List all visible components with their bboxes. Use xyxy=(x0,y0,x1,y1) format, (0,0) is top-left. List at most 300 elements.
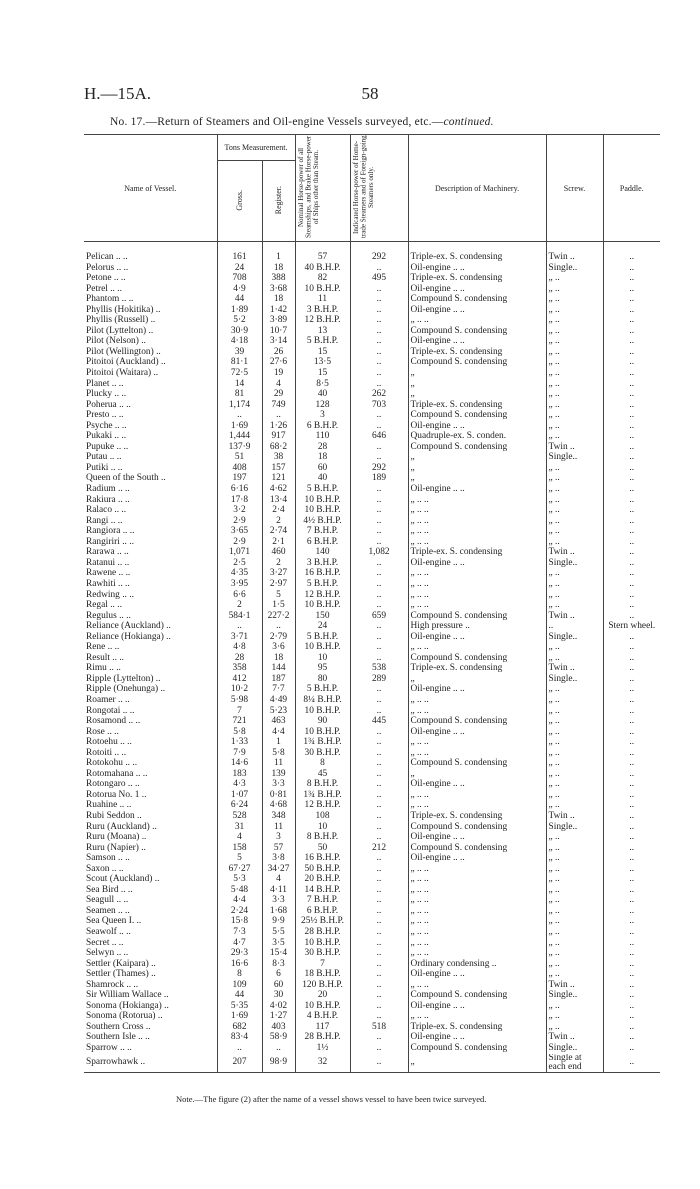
gross-tons-cell: 1·07 xyxy=(217,790,262,801)
register-tons-cell: 2 xyxy=(262,558,295,569)
indicated-hp-cell: .. xyxy=(350,579,408,590)
paddle-cell: .. xyxy=(603,758,660,769)
register-tons-cell: 30 xyxy=(262,990,295,1001)
vessel-name-cell: Rotokohu .. .. xyxy=(86,758,138,769)
vessel-name-cell: Southern Cross .. xyxy=(86,1021,151,1032)
vessel-name-cell: Samson .. .. xyxy=(86,853,130,864)
nominal-hp-cell: 140 xyxy=(295,547,350,558)
table-row xyxy=(84,916,660,927)
machinery-cell: Oil-engine .. .. xyxy=(408,684,546,695)
register-tons-cell: 8·3 xyxy=(262,959,295,970)
vessel-name-cell: Ripple (Lyttelton) .. xyxy=(86,673,161,684)
machinery-cell: Ordinary condensing .. xyxy=(408,959,546,970)
machinery-cell: „ .. .. xyxy=(408,980,546,991)
gross-tons-cell: 1·69 xyxy=(217,1011,262,1022)
register-tons-cell: 4·68 xyxy=(262,800,295,811)
register-tons-cell: 3·6 xyxy=(262,642,295,653)
table-row xyxy=(84,1043,660,1054)
indicated-hp-cell: .. xyxy=(350,1032,408,1043)
nominal-hp-cell: 5 B.H.P. xyxy=(295,684,350,695)
screw-cell: „ .. xyxy=(546,431,603,442)
indicated-hp-cell: .. xyxy=(350,779,408,790)
machinery-cell: „ xyxy=(408,379,546,390)
vessel-name-cell: Planet .. .. xyxy=(86,378,124,389)
screw-cell: „ .. xyxy=(546,653,603,664)
paddle-cell: Stern wheel. xyxy=(603,621,660,632)
vessel-name-cell: Southern Isle .. .. xyxy=(86,1032,150,1043)
vessel-name-cell: Rose .. .. xyxy=(86,726,119,737)
machinery-cell: Compound S. condensing xyxy=(408,653,546,664)
register-tons-cell: 7·7 xyxy=(262,684,295,695)
paddle-cell: .. xyxy=(603,716,660,727)
vessel-name-cell: Rubi Seddon .. xyxy=(86,810,142,821)
screw-cell: „ .. xyxy=(546,526,603,537)
vessel-name-cell: Rotongaro .. .. xyxy=(86,779,140,790)
gross-tons-cell: 4·7 xyxy=(217,938,262,949)
machinery-cell: „ .. .. xyxy=(408,1011,546,1022)
register-tons-cell: 38 xyxy=(262,452,295,463)
screw-cell: „ .. xyxy=(546,790,603,801)
register-tons-cell: 18 xyxy=(262,653,295,664)
paddle-cell: .. xyxy=(603,452,660,463)
indicated-hp-cell: .. xyxy=(350,1011,408,1022)
paddle-cell: .. xyxy=(603,980,660,991)
table-row xyxy=(84,284,660,295)
register-tons-cell: 348 xyxy=(262,811,295,822)
table-row xyxy=(84,706,660,717)
table-row xyxy=(84,843,660,854)
machinery-cell: High pressure .. xyxy=(408,621,546,632)
gross-tons-cell: 5·98 xyxy=(217,695,262,706)
indicated-hp-cell: 538 xyxy=(350,663,408,674)
gross-tons-cell: 2·24 xyxy=(217,906,262,917)
table-row xyxy=(84,853,660,864)
gross-tons-cell: 81 xyxy=(217,389,262,400)
register-tons-cell: 98·9 xyxy=(262,1054,295,1073)
register-tons-cell: 1·42 xyxy=(262,305,295,316)
table-row xyxy=(84,347,660,358)
register-tons-cell: 157 xyxy=(262,463,295,474)
register-tons-cell: 1 xyxy=(262,737,295,748)
machinery-cell: „ .. .. xyxy=(408,800,546,811)
register-tons-cell: 2·4 xyxy=(262,505,295,516)
paddle-cell: .. xyxy=(603,748,660,759)
vessel-name-cell: Sea Bird .. .. xyxy=(86,884,133,895)
gross-tons-cell: 528 xyxy=(217,811,262,822)
table-row xyxy=(84,906,660,917)
register-tons-cell: 1 xyxy=(262,252,295,263)
table-row xyxy=(84,568,660,579)
nominal-hp-cell: 3 xyxy=(295,410,350,421)
machinery-cell: Triple-ex. S. condensing xyxy=(408,663,546,674)
nominal-hp-cell: 30 B.H.P. xyxy=(295,748,350,759)
paddle-cell: .. xyxy=(603,695,660,706)
paddle-cell: .. xyxy=(603,294,660,305)
screw-cell: Twin .. xyxy=(546,1032,603,1043)
indicated-hp-cell: 189 xyxy=(350,473,408,484)
header-screw: Screw. xyxy=(546,135,603,242)
machinery-cell: „ .. .. xyxy=(408,906,546,917)
gross-tons-cell: 137·9 xyxy=(217,442,262,453)
screw-cell: „ .. xyxy=(546,600,603,611)
screw-cell: „ .. xyxy=(546,874,603,885)
screw-cell: Single.. xyxy=(546,990,603,1001)
table-row xyxy=(84,326,660,337)
table-row xyxy=(84,537,660,548)
indicated-hp-cell: .. xyxy=(350,959,408,970)
vessel-name-cell: Seawolf .. .. xyxy=(86,927,131,937)
paddle-cell: .. xyxy=(603,537,660,548)
register-tons-cell: 4·4 xyxy=(262,727,295,738)
gross-tons-cell: 2 xyxy=(217,600,262,611)
register-tons-cell: 121 xyxy=(262,473,295,484)
nominal-hp-cell: 1¾ B.H.P. xyxy=(295,737,350,748)
nominal-hp-cell: 3 B.H.P. xyxy=(295,305,350,316)
machinery-cell: „ .. .. xyxy=(408,706,546,717)
indicated-hp-cell: .. xyxy=(350,294,408,305)
screw-cell: Single.. xyxy=(546,558,603,569)
indicated-hp-cell: 703 xyxy=(350,400,408,411)
nominal-hp-cell: 57 xyxy=(295,252,350,263)
paddle-cell: .. xyxy=(603,790,660,801)
gross-tons-cell: 3·2 xyxy=(217,505,262,516)
vessel-name-cell: Scout (Auckland) .. xyxy=(86,874,160,885)
indicated-hp-cell: .. xyxy=(350,927,408,938)
paddle-cell: .. xyxy=(603,642,660,653)
table-row xyxy=(84,379,660,390)
register-tons-cell: 15·4 xyxy=(262,948,295,959)
indicated-hp-cell: .. xyxy=(350,853,408,864)
register-tons-cell: 1·27 xyxy=(262,1011,295,1022)
paddle-cell: .. xyxy=(603,663,660,674)
paddle-cell: .. xyxy=(603,990,660,1001)
screw-cell: „ .. xyxy=(546,516,603,527)
table-row xyxy=(84,980,660,991)
nominal-hp-cell: 80 xyxy=(295,674,350,685)
nominal-hp-cell: 28 B.H.P. xyxy=(295,1032,350,1043)
indicated-hp-cell: .. xyxy=(350,336,408,347)
paddle-cell: .. xyxy=(603,927,660,938)
gross-tons-cell: 5·3 xyxy=(217,874,262,885)
vessel-name-cell: Secret .. .. xyxy=(86,937,124,948)
indicated-hp-cell: .. xyxy=(350,906,408,917)
paddle-cell: .. xyxy=(603,1001,660,1012)
register-tons-cell: 3·27 xyxy=(262,568,295,579)
nominal-hp-cell: 40 xyxy=(295,473,350,484)
table-row xyxy=(84,368,660,379)
gross-tons-cell: 3·71 xyxy=(217,632,262,643)
indicated-hp-cell: .. xyxy=(350,811,408,822)
paddle-cell: .. xyxy=(603,505,660,516)
screw-cell: „ .. xyxy=(546,737,603,748)
nominal-hp-cell: 45 xyxy=(295,769,350,780)
screw-cell: „ .. xyxy=(546,948,603,959)
vessel-name-cell: Petrel .. .. xyxy=(86,283,122,294)
machinery-cell: „ xyxy=(408,769,546,780)
gross-tons-cell: 2·9 xyxy=(217,537,262,548)
vessel-name-cell: Ruru (Moana) .. xyxy=(86,832,147,843)
paddle-cell: .. xyxy=(603,938,660,949)
register-tons-cell: 144 xyxy=(262,663,295,674)
table-row xyxy=(84,969,660,980)
vessel-name-cell: Sea Queen I. .. xyxy=(86,916,142,927)
machinery-cell: Oil-engine .. .. xyxy=(408,727,546,738)
paddle-cell: .. xyxy=(603,568,660,579)
vessel-name-cell: Rotoiti .. .. xyxy=(86,747,127,758)
table-row xyxy=(84,1054,660,1073)
table-row xyxy=(84,611,660,622)
gross-tons-cell: 83·4 xyxy=(217,1032,262,1043)
machinery-cell: Triple-ex. S. condensing xyxy=(408,273,546,284)
indicated-hp-cell: 1,082 xyxy=(350,547,408,558)
table-row xyxy=(84,484,660,495)
machinery-cell: „ .. .. xyxy=(408,938,546,949)
vessel-name-cell: Pilot (Wellington) .. xyxy=(86,346,161,357)
screw-cell: „ .. xyxy=(546,379,603,390)
screw-cell: Twin .. xyxy=(546,547,603,558)
gross-tons-cell: 67·27 xyxy=(217,864,262,875)
indicated-hp-cell: .. xyxy=(350,357,408,368)
nominal-hp-cell: 10 B.H.P. xyxy=(295,1001,350,1012)
gross-tons-cell: 682 xyxy=(217,1022,262,1033)
machinery-cell: „ xyxy=(408,473,546,484)
paddle-cell: .. xyxy=(603,421,660,432)
table-row xyxy=(84,663,660,674)
table-row xyxy=(84,252,660,263)
vessel-name-cell: Pilot (Nelson) .. xyxy=(86,336,146,347)
machinery-cell: „ xyxy=(408,463,546,474)
machinery-cell: Compound S. condensing xyxy=(408,758,546,769)
gross-tons-cell: 197 xyxy=(217,473,262,484)
paddle-cell: .. xyxy=(603,684,660,695)
machinery-cell: „ xyxy=(408,389,546,400)
paddle-cell: .. xyxy=(603,526,660,537)
indicated-hp-cell: .. xyxy=(350,484,408,495)
table-row xyxy=(84,410,660,421)
indicated-hp-cell: .. xyxy=(350,347,408,358)
vessel-name-cell: Regulus .. .. xyxy=(86,610,131,621)
register-tons-cell: 187 xyxy=(262,674,295,685)
screw-cell: „ .. xyxy=(546,843,603,854)
screw-cell: Single.. xyxy=(546,674,603,685)
table-row xyxy=(84,938,660,949)
nominal-hp-cell: 50 B.H.P. xyxy=(295,864,350,875)
table-row xyxy=(84,579,660,590)
vessel-name-cell: Selwyn .. .. xyxy=(86,948,129,959)
nominal-hp-cell: 1¾ B.H.P. xyxy=(295,790,350,801)
machinery-cell: Oil-engine .. .. xyxy=(408,779,546,790)
vessel-name-cell: Ratanui .. .. xyxy=(86,557,130,568)
paddle-cell: .. xyxy=(603,811,660,822)
paddle-cell: .. xyxy=(603,769,660,780)
screw-cell: „ .. xyxy=(546,463,603,474)
nominal-hp-cell: 40 B.H.P. xyxy=(295,263,350,274)
indicated-hp-cell: .. xyxy=(350,305,408,316)
nominal-hp-cell: 3 B.H.P. xyxy=(295,558,350,569)
screw-cell: „ .. xyxy=(546,916,603,927)
table-row xyxy=(84,336,660,347)
table-row xyxy=(84,990,660,1001)
register-tons-cell: 2·74 xyxy=(262,526,295,537)
table-row xyxy=(84,590,660,601)
indicated-hp-cell: .. xyxy=(350,684,408,695)
gross-tons-cell: 5·2 xyxy=(217,315,262,326)
gross-tons-cell: 4·18 xyxy=(217,336,262,347)
machinery-cell: „ xyxy=(408,368,546,379)
table-row xyxy=(84,452,660,463)
paddle-cell: .. xyxy=(603,779,660,790)
machinery-cell: „ xyxy=(408,1054,546,1073)
nominal-hp-cell: 7 xyxy=(295,959,350,970)
indicated-hp-cell: .. xyxy=(350,621,408,632)
indicated-hp-cell: .. xyxy=(350,885,408,896)
vessel-name-cell: Rosamond .. .. xyxy=(86,716,141,727)
paddle-cell: .. xyxy=(603,874,660,885)
table-row xyxy=(84,885,660,896)
machinery-cell: Oil-engine .. .. xyxy=(408,336,546,347)
table-row xyxy=(84,948,660,959)
nominal-hp-cell: 28 B.H.P. xyxy=(295,927,350,938)
nominal-hp-cell: 32 xyxy=(295,1054,350,1073)
screw-cell: „ .. xyxy=(546,779,603,790)
screw-cell: „ .. xyxy=(546,695,603,706)
vessel-name-cell: Pitoitoi (Auckland) .. xyxy=(86,357,166,368)
vessel-name-cell: Redwing .. .. xyxy=(86,589,134,600)
screw-cell: „ .. xyxy=(546,885,603,896)
register-tons-cell: 29 xyxy=(262,389,295,400)
table-row xyxy=(84,421,660,432)
vessel-name-cell: Regal .. .. xyxy=(86,600,122,611)
vessel-name-cell: Shamrock .. .. xyxy=(86,979,139,990)
indicated-hp-cell: .. xyxy=(350,1054,408,1073)
screw-cell: „ .. xyxy=(546,832,603,843)
screw-cell: „ .. xyxy=(546,368,603,379)
register-tons-cell: 13·4 xyxy=(262,495,295,506)
indicated-hp-cell: 292 xyxy=(350,463,408,474)
gross-tons-cell: 721 xyxy=(217,716,262,727)
vessel-name-cell: Plucky .. .. xyxy=(86,389,127,400)
gross-tons-cell: 3·95 xyxy=(217,579,262,590)
gross-tons-cell: 81·1 xyxy=(217,357,262,368)
machinery-cell: Oil-engine .. .. xyxy=(408,1001,546,1012)
gross-tons-cell: 30·9 xyxy=(217,326,262,337)
register-tons-cell: 4·02 xyxy=(262,1001,295,1012)
machinery-cell: Oil-engine .. .. xyxy=(408,632,546,643)
nominal-hp-cell: 20 xyxy=(295,990,350,1001)
machinery-cell: Oil-engine .. .. xyxy=(408,484,546,495)
nominal-hp-cell: 8 B.H.P. xyxy=(295,832,350,843)
gross-tons-cell: 4 xyxy=(217,832,262,843)
screw-cell: „ .. xyxy=(546,927,603,938)
machinery-cell: Triple-ex. S. condensing xyxy=(408,347,546,358)
screw-cell: „ .. xyxy=(546,505,603,516)
register-tons-cell: 2 xyxy=(262,516,295,527)
machinery-cell: „ .. .. xyxy=(408,885,546,896)
machinery-cell: Triple-ex. S. condensing xyxy=(408,252,546,263)
nominal-hp-cell: 8¼ B.H.P. xyxy=(295,695,350,706)
machinery-cell: „ .. .. xyxy=(408,590,546,601)
paddle-cell: .. xyxy=(603,410,660,421)
machinery-cell: Oil-engine .. .. xyxy=(408,263,546,274)
screw-cell: „ .. xyxy=(546,579,603,590)
register-tons-cell: 60 xyxy=(262,980,295,991)
screw-cell: „ .. xyxy=(546,495,603,506)
indicated-hp-cell: .. xyxy=(350,410,408,421)
gross-tons-cell: 4·4 xyxy=(217,895,262,906)
paddle-cell: .. xyxy=(603,484,660,495)
indicated-hp-cell: 262 xyxy=(350,389,408,400)
paddle-cell: .. xyxy=(603,347,660,358)
machinery-cell: Compound S. condensing xyxy=(408,294,546,305)
paddle-cell: .. xyxy=(603,800,660,811)
register-tons-cell: 4·49 xyxy=(262,695,295,706)
indicated-hp-cell: .. xyxy=(350,421,408,432)
table-title xyxy=(110,116,670,128)
paddle-cell: .. xyxy=(603,1054,660,1073)
gross-tons-cell: 584·1 xyxy=(217,611,262,622)
indicated-hp-cell: .. xyxy=(350,263,408,274)
register-tons-cell: 11 xyxy=(262,758,295,769)
screw-cell: Twin .. xyxy=(546,611,603,622)
gross-tons-cell: 1,444 xyxy=(217,431,262,442)
machinery-cell: „ .. .. xyxy=(408,600,546,611)
register-tons-cell: 3·5 xyxy=(262,938,295,949)
screw-cell: „ .. xyxy=(546,315,603,326)
table-row xyxy=(84,811,660,822)
paddle-cell: .. xyxy=(603,558,660,569)
vessel-name-cell: Ralaco .. .. xyxy=(86,505,127,516)
indicated-hp-cell: .. xyxy=(350,568,408,579)
gross-tons-cell: 51 xyxy=(217,452,262,463)
table-row xyxy=(84,737,660,748)
paddle-cell: .. xyxy=(603,885,660,896)
header-nominal-hp: Nominal Horse-power of all Steamships, and Brake Horse-power of Ships other than Steam. xyxy=(295,135,350,242)
table-row xyxy=(84,505,660,516)
header-name: Name of Vessel. xyxy=(84,135,217,242)
indicated-hp-cell: .. xyxy=(350,1001,408,1012)
machinery-cell: „ .. .. xyxy=(408,568,546,579)
nominal-hp-cell: 10 B.H.P. xyxy=(295,727,350,738)
nominal-hp-cell: 12 B.H.P. xyxy=(295,315,350,326)
screw-cell: „ .. xyxy=(546,969,603,980)
register-tons-cell: 18 xyxy=(262,263,295,274)
vessel-name-cell: Ruru (Auckland) .. xyxy=(86,821,157,832)
vessel-name-cell: Phyllis (Russell) .. xyxy=(86,315,156,326)
indicated-hp-cell: .. xyxy=(350,748,408,759)
paddle-cell: .. xyxy=(603,948,660,959)
nominal-hp-cell: 108 xyxy=(295,811,350,822)
table-row xyxy=(84,895,660,906)
register-tons-cell: 3·3 xyxy=(262,779,295,790)
register-tons-cell: 1·5 xyxy=(262,600,295,611)
nominal-hp-cell: 5 B.H.P. xyxy=(295,484,350,495)
machinery-cell: Oil-engine .. .. xyxy=(408,558,546,569)
screw-cell: „ .. xyxy=(546,895,603,906)
nominal-hp-cell: 13·5 xyxy=(295,357,350,368)
vessel-name-cell: Rarawa .. .. xyxy=(86,547,129,558)
nominal-hp-cell: 120 B.H.P. xyxy=(295,980,350,991)
screw-cell: Single.. xyxy=(546,1043,603,1054)
gross-tons-cell: 109 xyxy=(217,980,262,991)
machinery-cell: Oil-engine .. .. xyxy=(408,832,546,843)
screw-cell: Twin .. xyxy=(546,811,603,822)
paddle-cell: .. xyxy=(603,400,660,411)
register-tons-cell: 4·62 xyxy=(262,484,295,495)
indicated-hp-cell: .. xyxy=(350,642,408,653)
register-tons-cell: 68·2 xyxy=(262,442,295,453)
paddle-cell: .. xyxy=(603,357,660,368)
vessel-name-cell: Rotoehu .. .. xyxy=(86,737,132,748)
